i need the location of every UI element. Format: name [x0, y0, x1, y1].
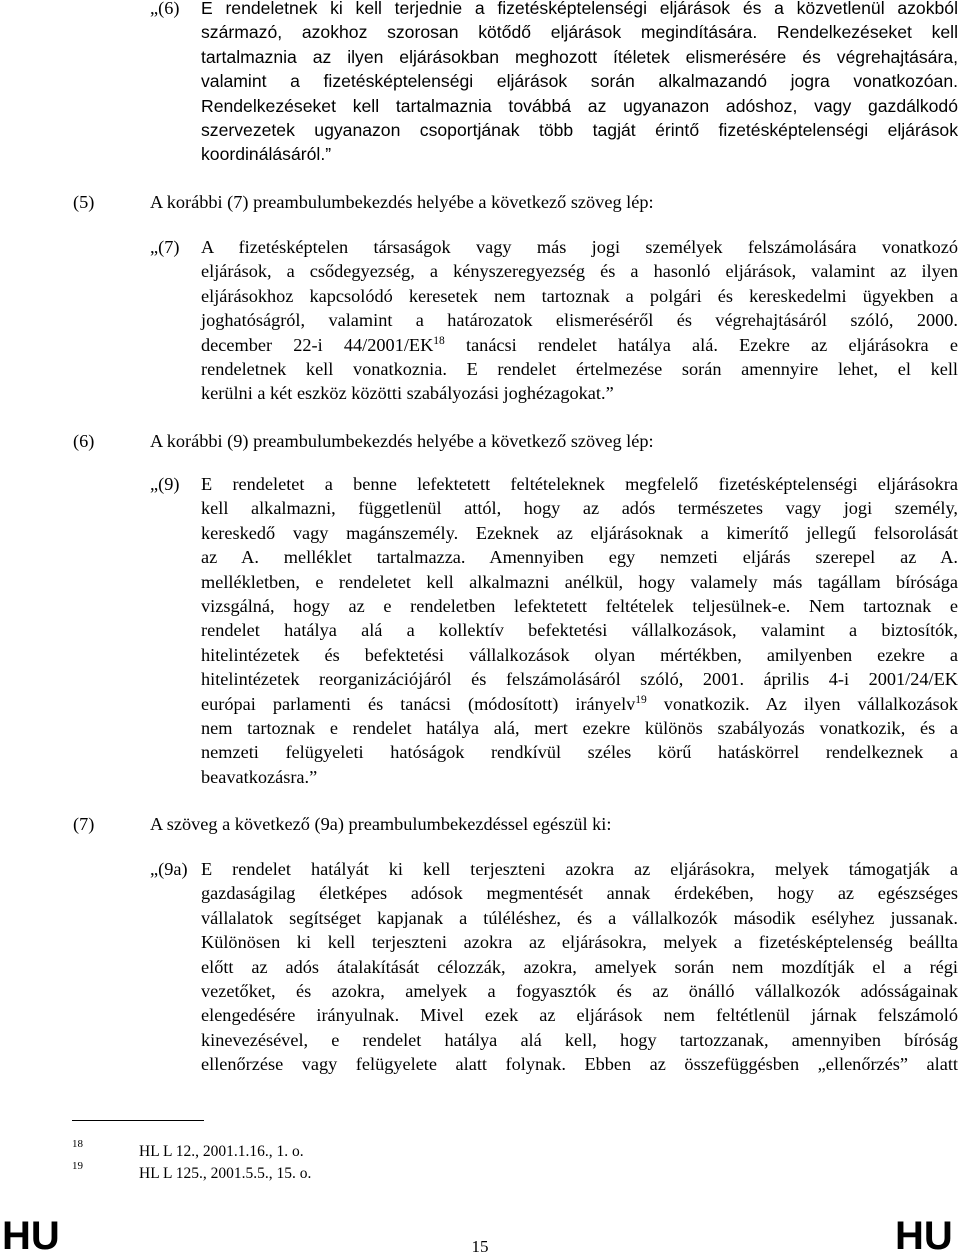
text-line: ellenőrzése vagy felügyelete alatt folynak. Ebben az összefüggésben „ellenőrzés” alatt	[201, 1054, 958, 1075]
text-line: E rendeletet a benne lefektetett feltételeknek megfelelő fizetésképtelenségi eljárásokra	[201, 474, 958, 494]
text-line: valamint a fizetésképtelenségi eljárások során alkalmazandó jogra vonatkozóan.	[201, 71, 958, 92]
text-line: nem tartoznak e rendelet hatálya alá, mert ezekre különös szabályozás vonatkozik, és a	[201, 718, 958, 739]
text-segment: december 22-i 44/2001/EK	[201, 334, 434, 355]
text-line: Rendelkezéseket kell tartalmaznia továbbá az ugyanazon adóshoz, vagy gazdálkodó	[201, 95, 958, 116]
text-segment: vonatkozik. Az ilyen vállalkozások	[646, 693, 958, 714]
footnote-divider	[72, 1120, 204, 1121]
text-line	[201, 333, 958, 357]
text-line: gazdaságilag életképes adósok megmentését annak érdekében, hogy az egészséges	[201, 883, 958, 904]
text-line: A fizetésképtelen társaságok vagy más jogi személyek felszámolására vonatkozó	[201, 237, 958, 257]
text-line: kell alkalmazni, függetlenül attól, hogy az adós természetes vagy jogi személy,	[201, 498, 958, 519]
text-line: tartalmaznia az ilyen eljárásokban meghozott ítéletek elismerésére és végrehajtására,	[201, 46, 958, 67]
item-number: (5)	[73, 192, 95, 212]
text-line: mellékletben, e rendeletet kell alkalmazni anélkül, hogy valamely más tagállam bírósága	[201, 571, 958, 592]
item-number: (6)	[73, 431, 95, 451]
footnote-ref: 19	[635, 693, 647, 706]
item-text: A korábbi (7) preambulumbekezdés helyébe a következő szöveg lép:	[150, 192, 654, 212]
text-line: E rendelet hatályát ki kell terjeszteni azokra az eljárásokra, melyek támogatják a	[201, 859, 958, 879]
quoted-paragraph	[201, 235, 958, 406]
item-number: (7)	[73, 814, 95, 834]
text-line: az A. melléklet tartalmazza. Amennyiben egy nemzeti eljárás szerepel az A.	[201, 547, 958, 568]
text-line	[201, 692, 958, 716]
text-line: vállalatok segítséget kapjanak a túléléshez, és a vállalkozók második esélyhez jussanak.	[201, 907, 958, 928]
language-code-right: HU	[895, 1214, 953, 1258]
quote-label: „(9)	[150, 474, 180, 494]
text-line: rendelet hatálya alá a kollektív befektetési vállalkozások, valamint a biztosítók,	[201, 620, 958, 641]
text-line: kinevezésével, e rendelet hatálya alá kell, hogy tartozzanak, amennyiben bíróság	[201, 1029, 958, 1050]
text-line: szervezetek ugyanazon csoportjának több tagját érintő fizetésképtelenségi eljárások	[201, 120, 958, 141]
text-line: koordinálásáról.”	[201, 144, 332, 165]
quote-label: „(6)	[150, 0, 180, 18]
text-line: eljárások, a csődegyezség, a kényszeregyezség és a hasonló eljárások, valamint az ilyen	[201, 261, 958, 282]
text-line: Különösen ki kell terjeszteni azokra az eljárásokra, melyek a fizetésképtelenség beállta	[201, 932, 958, 953]
text-segment: tanácsi rendelet hatálya alá. Ezekre az eljárásokra e	[444, 334, 958, 355]
text-line: rendeletnek kell vonatkoznia. E rendelet értelmezése során amennyire lehet, el kell	[201, 359, 958, 380]
footnote-ref: 18	[433, 334, 445, 347]
text-line: eljárásokhoz kapcsolódó keresetek nem tartoznak a polgári és kereskedelmi ügyekben a	[201, 285, 958, 306]
text-line: kereskedő vagy magánszemély. Ezeknek az eljárásoknak a kimerítő jellegű felsorolását	[201, 522, 958, 543]
quoted-paragraph	[201, 0, 958, 167]
text-line: származó, azokhoz szorosan kötődő eljárások megindítására. Rendelkezéseket kell	[201, 22, 958, 43]
item-text: A szöveg a következő (9a) preambulumbekezdéssel egészül ki:	[150, 814, 612, 834]
page-number: 15	[471, 1237, 489, 1256]
text-segment: európai parlamenti és tanácsi (módosított) irányelv	[201, 693, 636, 714]
quote-label: „(7)	[150, 237, 180, 257]
text-line: vizsgálná, hogy az e rendeletben lefektetett feltételek teljesülnek-e. Nem tartoznak e	[201, 596, 958, 617]
text-line: E rendeletnek ki kell terjednie a fizetésképtelenségi eljárások és a közvetlenül azokból	[201, 0, 958, 18]
quoted-paragraph	[201, 857, 958, 1077]
text-line: beavatkozásra.”	[201, 766, 318, 787]
quoted-paragraph	[201, 472, 958, 789]
text-line: előtt az adós átalakítását célozzák, azokra, amelyek során nem mozdítják el a régi	[201, 956, 958, 977]
text-line: hitelintézetek és befektetési vállalkozások olyan mértékben, amilyenben ezekre a	[201, 644, 958, 665]
text-line: vezetőket, és azokra, amelyek a fogyasztók és az önálló vállalkozók adósságainak	[201, 981, 958, 1002]
language-code-left: HU	[2, 1214, 60, 1258]
text-line: nemzeti felügyeleti hatóságok rendkívül széles körű hatáskörrel rendelkeznek a	[201, 742, 958, 763]
footnote-text: HL L 12., 2001.1.16., 1. o.	[139, 1143, 304, 1160]
footnote-number: 18	[72, 1138, 83, 1150]
footnote-number: 19	[72, 1160, 83, 1172]
footnote-text: HL L 125., 2001.5.5., 15. o.	[139, 1165, 312, 1182]
text-line: kerülni a két eszköz közötti szabályozási joghézagokat.”	[201, 383, 614, 404]
text-line: elengedésére irányulnak. Mivel ezek az eljárások nem feltétlenül járnak felszámoló	[201, 1005, 958, 1026]
text-line: hitelintézetek reorganizációjáról és felszámolásáról szóló, 2001. április 4-i 2001/24/EK	[201, 669, 958, 690]
text-line: joghatóságról, valamint a határozatok elismeréséről és végrehajtásáról szóló, 2000.	[201, 310, 958, 331]
item-text: A korábbi (9) preambulumbekezdés helyébe a következő szöveg lép:	[150, 431, 654, 451]
quote-label: „(9a)	[150, 859, 188, 879]
